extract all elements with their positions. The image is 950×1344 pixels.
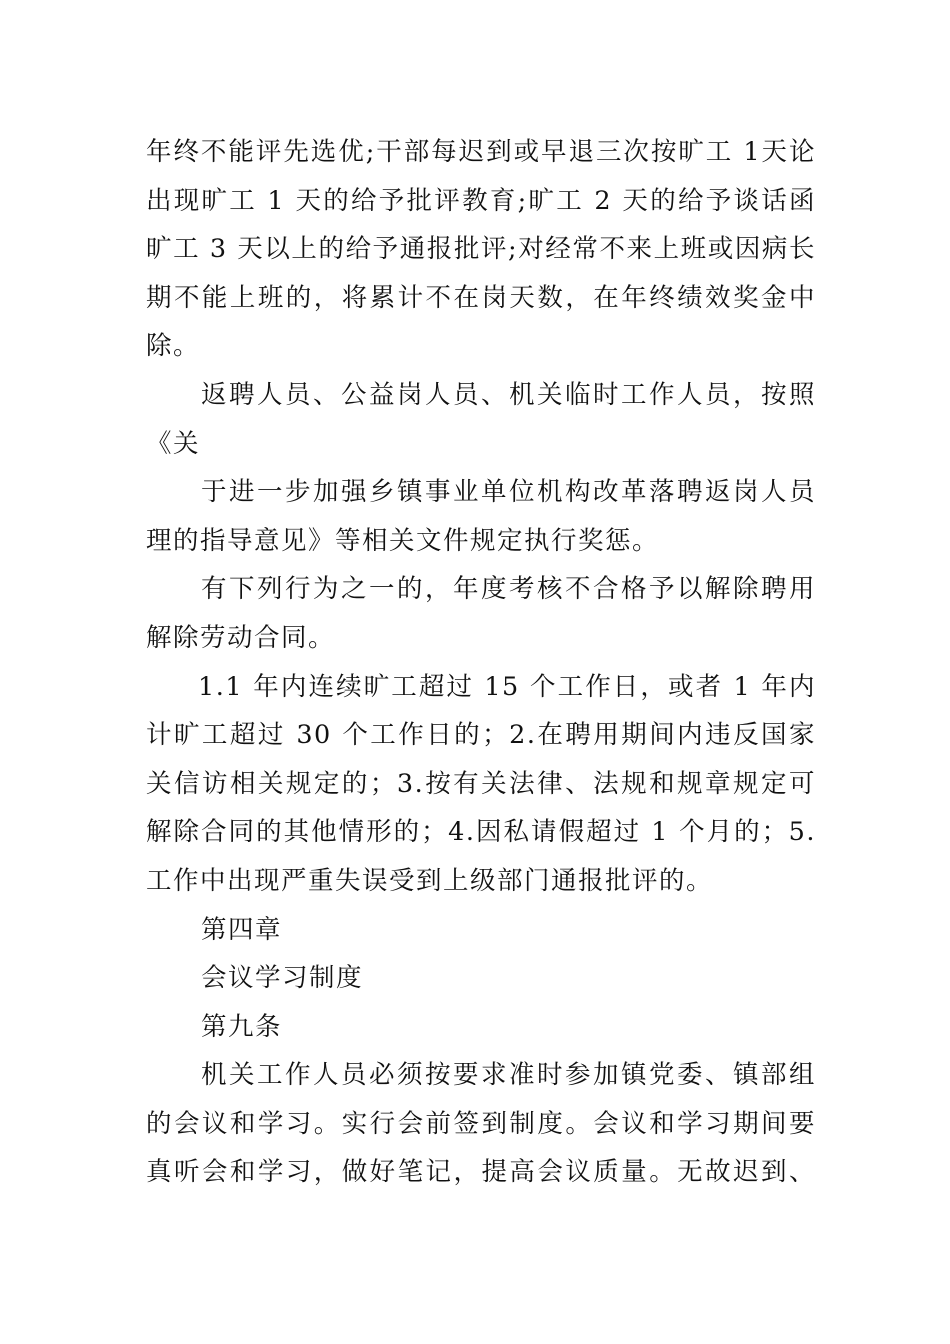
body-line-1: 年终不能评先选优;干部每迟到或早退三次按旷工 1天论 bbox=[146, 137, 816, 167]
body-line-13: 计旷工超过 30 个工作日的；2.在聘用期间内违反国家 bbox=[146, 720, 816, 751]
body-line-14: 关信访相关规定的；3.按有关法律、法规和规章规定可 bbox=[146, 768, 816, 799]
body-line-21: 的会议和学习。实行会前签到制度。会议和学习期间要 bbox=[146, 1108, 816, 1139]
body-line-6: 返聘人员、公益岗人员、机关临时工作人员，按照 bbox=[201, 379, 816, 410]
body-line-10: 有下列行为之一的，年度考核不合格予以解除聘用 bbox=[201, 574, 816, 605]
body-line-11: 解除劳动合同。 bbox=[146, 622, 336, 653]
body-line-16: 工作中出现严重失误受到上级部门通报批评的。 bbox=[146, 865, 714, 896]
body-line-5: 除。 bbox=[146, 331, 201, 362]
body-line-4: 期不能上班的，将累计不在岗天数，在年终绩效奖金中 bbox=[146, 282, 816, 313]
body-line-8: 于进一步加强乡镇事业单位机构改革落聘返岗人员 bbox=[201, 477, 816, 508]
body-line-7: 《关 bbox=[146, 428, 201, 459]
document-body bbox=[146, 128, 816, 1197]
body-line-15: 解除合同的其他情形的；4.因私请假超过 1 个月的；5. bbox=[146, 817, 816, 848]
article-heading: 第九条 bbox=[201, 1011, 283, 1042]
body-line-20: 机关工作人员必须按要求准时参加镇党委、镇部组 bbox=[201, 1060, 816, 1091]
chapter-heading: 第四章 bbox=[201, 914, 283, 945]
body-line-22: 真听会和学习，做好笔记，提高会议质量。无故迟到、 bbox=[146, 1157, 816, 1188]
chapter-title: 会议学习制度 bbox=[201, 963, 364, 994]
body-line-3: 旷工 3 天以上的给予通报批评;对经常不来上班或因病长 bbox=[146, 234, 816, 265]
body-line-2: 出现旷工 1 天的给予批评教育;旷工 2 天的给予谈话函 bbox=[146, 185, 816, 216]
body-line-12: 1.1 年内连续旷工超过 15 个工作日，或者 1 年内 bbox=[198, 671, 816, 702]
body-line-9: 理的指导意见》等相关文件规定执行奖惩。 bbox=[146, 525, 660, 556]
